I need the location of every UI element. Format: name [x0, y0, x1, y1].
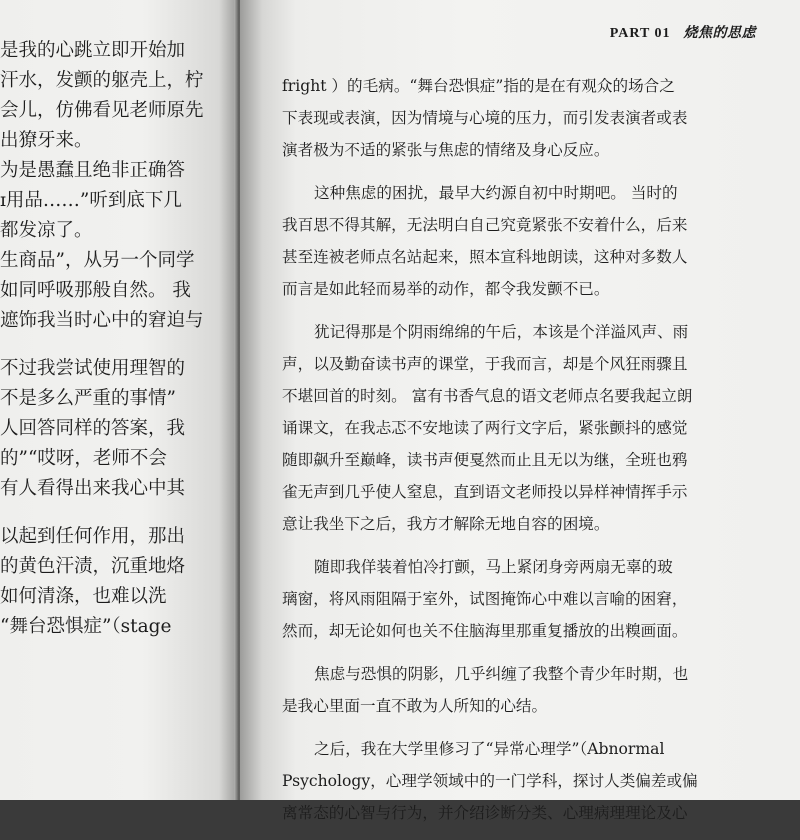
text-line: 随即我佯装着怕冷打颤，马上紧闭身旁两扇无辜的玻: [314, 558, 673, 576]
paragraph: [282, 658, 782, 722]
right-page-text: [282, 70, 782, 840]
text-line: 犹记得那是个阴雨绵绵的午后，本该是个洋溢风声、雨: [314, 323, 689, 341]
left-text-line: 都发凉了。: [0, 220, 93, 241]
paragraph: [282, 316, 782, 540]
text-line: Psychology，心理学领域中的一门学科，探讨人类偏差或偏: [282, 772, 698, 790]
left-text-line: 不过我尝试使用理智的: [0, 358, 186, 379]
left-text-line: 为是愚蠢且绝非正确答: [0, 160, 186, 181]
text-line: 雀无声到几乎使人窒息，直到语文老师投以异样神情挥手示: [282, 483, 688, 501]
paragraph: [282, 733, 782, 829]
running-header: [610, 22, 756, 42]
left-text-line: 是我的心跳立即开始加: [0, 40, 186, 61]
text-line: 璃窗，将风雨阻隔于室外，试图掩饰心中难以言喻的困窘，: [282, 590, 688, 608]
paragraph-gap: [0, 504, 232, 522]
text-line: 这种焦虑的困扰，最早大约源自初中时期吧。 当时的: [314, 184, 678, 202]
left-text-line: 会儿，仿佛看见老师原先: [0, 100, 204, 121]
text-line: 下表现或表演，因为情境与心境的压力，而引发表演者或表: [282, 109, 688, 127]
right-page: [240, 0, 800, 822]
left-page: [0, 0, 238, 800]
text-line: 演者极为不适的紧张与焦虑的情绪及身心反应。: [282, 141, 610, 159]
left-text-line: 人回答同样的答案，我: [0, 418, 186, 439]
left-text-line: 如何清涤，也难以洗: [0, 586, 167, 607]
text-line: 意让我坐下之后，我方才解除无地自容的困境。: [282, 515, 610, 533]
left-text-line: 如同呼吸那般自然。 我: [0, 280, 191, 301]
left-text-line: 的黄色汗渍，沉重地烙: [0, 556, 186, 577]
text-line: 甚至连被老师点名站起来，照本宣科地朗读，这种对多数人: [282, 248, 688, 266]
left-text-line: 的”“哎呀，老师不会: [0, 448, 167, 469]
text-line: 声，以及勤奋读书声的课堂，于我而言，却是个风狂雨骤且: [282, 355, 688, 373]
left-text-line: 遮饰我当时心中的窘迫与: [0, 310, 204, 331]
left-text-line: 生商品”，从另一个同学: [0, 250, 195, 271]
paragraph-gap: [0, 336, 232, 354]
left-text-line: 出獠牙来。: [0, 130, 93, 151]
left-text-line: 有人看得出来我心中其: [0, 478, 186, 499]
text-line: 然而，却无论如何也关不住脑海里那重复播放的出糗画面。: [282, 622, 688, 640]
left-text-line: 汗水，发颤的躯壳上，柠: [0, 70, 204, 91]
text-line: 而言是如此轻而易举的动作，都令我发颤不已。: [282, 280, 610, 298]
text-line: 焦虑与恐惧的阴影，几乎纠缠了我整个青少年时期，也: [314, 665, 689, 683]
part-label: PART 01: [609, 26, 671, 41]
left-text-line: ɪ用品……”听到底下几: [0, 190, 182, 211]
text-line: 离常态的心智与行为，并介绍诊断分类、心理病理理论及心: [282, 804, 688, 822]
text-line: 是我心里面一直不敢为人所知的心结。: [282, 697, 548, 715]
paragraph: [282, 177, 782, 305]
left-text-line: 不是多么严重的事情”: [0, 388, 176, 409]
left-text-line: “舞台恐惧症”（stage: [0, 616, 172, 637]
text-line: 之后，我在大学里修习了“异常心理学”（Abnormal: [314, 740, 665, 758]
text-line: fright ）的毛病。“舞台恐惧症”指的是在有观众的场合之: [282, 77, 675, 95]
text-line: 我百思不得其解，无法明白自己究竟紧张不安着什么，后来: [282, 216, 688, 234]
chapter-title: 烧焦的思虑: [683, 25, 756, 41]
paragraph: [282, 70, 782, 166]
left-page-text: [0, 36, 232, 642]
text-line: 不堪回首的时刻。 富有书香气息的语文老师点名要我起立朗: [282, 387, 693, 405]
text-line: 随即飙升至巅峰，读书声便戛然而止且无以为继，全班也鸦: [282, 451, 688, 469]
text-line: 诵课文，在我忐忑不安地读了两行文字后，紧张颤抖的感觉: [282, 419, 688, 437]
paragraph: [282, 551, 782, 647]
left-text-line: 以起到任何作用，那出: [0, 526, 186, 547]
